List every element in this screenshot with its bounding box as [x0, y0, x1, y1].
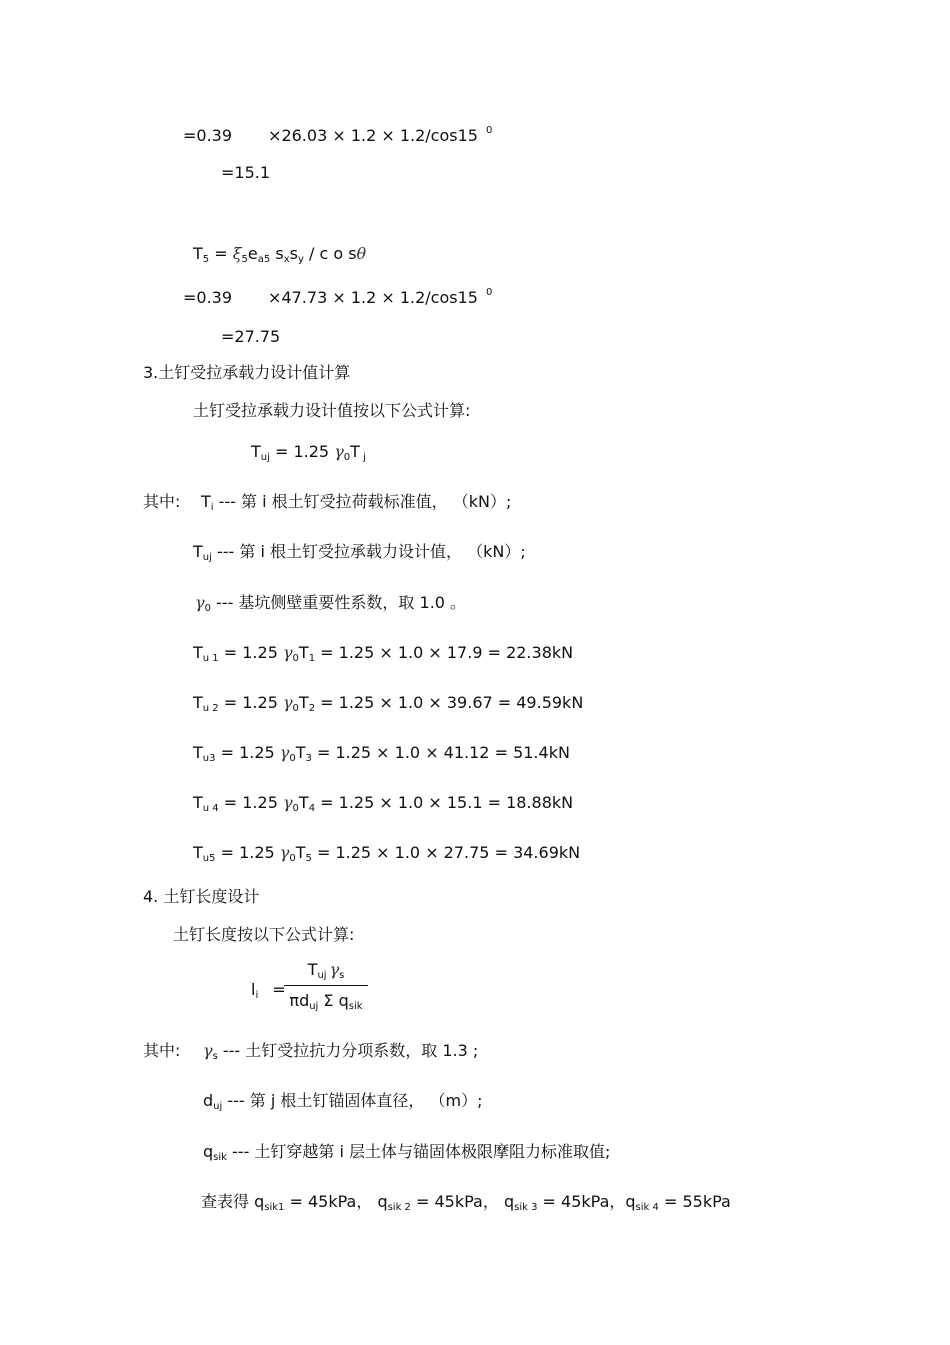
calc-t: T — [295, 743, 306, 762]
tj-sub: j — [359, 452, 366, 463]
def-gamma0 — [195, 593, 466, 613]
def-sub: i — [210, 502, 214, 513]
calc-tu3 — [193, 743, 570, 763]
lookup-prefix: 查表得 — [201, 1192, 255, 1211]
t5-calc-line — [183, 288, 492, 308]
def-sym: q — [203, 1142, 214, 1161]
calc-t: T — [295, 843, 306, 862]
calc-sub: u 1 — [202, 653, 219, 664]
pi-symbol: π — [289, 991, 300, 1010]
den-q-sub: sik — [348, 1001, 363, 1012]
def-text: --- 土钉穿越第 i 层土体与锚固体极限摩阻力标准取值; — [226, 1142, 611, 1161]
e-symbol: e — [247, 244, 258, 263]
def-tuj — [193, 542, 526, 562]
num-t: T — [307, 960, 318, 979]
q-sym: q — [377, 1192, 388, 1211]
calc-t-sub: 3 — [305, 753, 312, 764]
section3-formula — [251, 442, 366, 462]
q-sub: sik 4 — [635, 1202, 659, 1213]
def-text: --- 第 i 根土钉受拉承载力设计值， （kN）; — [211, 542, 526, 561]
calc-t: T — [298, 793, 309, 812]
calc-sym: T — [193, 643, 203, 662]
def-duj — [203, 1091, 482, 1111]
def-sub: sik — [213, 1152, 227, 1163]
cos-text: / c o s — [303, 244, 357, 263]
length-formula-fraction — [284, 958, 368, 1012]
calc-t: T — [298, 643, 309, 662]
gamma-symbol: γ — [203, 1041, 213, 1060]
calc-tu1 — [193, 643, 573, 663]
gamma-sub: 0 — [289, 853, 296, 864]
q-sub: sik 3 — [514, 1202, 538, 1213]
calc-sub: u3 — [202, 753, 216, 764]
calc-sub: u5 — [202, 853, 216, 864]
def-sub: s — [212, 1051, 218, 1062]
sx-sub: x — [283, 254, 290, 265]
q-sym: q — [625, 1192, 636, 1211]
t5-sym: T — [193, 244, 203, 263]
section3-intro: 土钉受拉承载力设计值按以下公式计算: — [193, 401, 471, 420]
gamma-symbol: γ — [282, 693, 293, 712]
t4-expr: ×26.03 × 1.2 × 1.2/cos15 — [268, 126, 478, 145]
def-sym: d — [203, 1091, 214, 1110]
t5-sym-sub: 5 — [202, 254, 210, 265]
def-text: --- 第 j 根土钉锚固体直径， （m）; — [222, 1091, 483, 1110]
calc-sym: T — [193, 793, 203, 812]
gamma-symbol: γ — [329, 960, 340, 979]
den-d-sub: uj — [309, 1001, 319, 1012]
num-t-sub: uj — [317, 970, 327, 981]
calc-tu2 — [193, 693, 583, 713]
calc-t: T — [298, 693, 309, 712]
t5-formula — [193, 244, 366, 264]
q-val: = 45kPa， — [284, 1192, 378, 1211]
q-sub: sik1 — [264, 1202, 285, 1213]
gamma-sub: 0 — [289, 753, 296, 764]
fraction-bar — [284, 985, 368, 986]
calc-coef: = 1.25 — [218, 643, 283, 662]
t5-coef: =0.39 — [183, 288, 233, 307]
t4-coef: =0.39 — [183, 126, 233, 145]
calc-sym: T — [193, 843, 203, 862]
tj-sym: T — [350, 442, 360, 461]
calc-t-sub: 5 — [305, 853, 312, 864]
calc-sub: u 2 — [202, 703, 219, 714]
section4-heading: 4. 土钉长度设计 — [143, 887, 260, 906]
t5-expr: ×47.73 × 1.2 × 1.2/cos15 — [268, 288, 478, 307]
fraction-denominator — [284, 990, 368, 1012]
tuj-sym: T — [251, 442, 261, 461]
section3-heading: 3.土钉受拉承载力设计值计算 — [143, 363, 351, 382]
def-gammas — [203, 1041, 478, 1061]
t4-degree: 0 — [485, 125, 493, 136]
calc-rhs: = 1.25 × 1.0 × 39.67 = 49.59kN — [315, 693, 584, 712]
q-val: = 45kPa， — [537, 1192, 626, 1211]
gamma-sub: 0 — [343, 452, 351, 463]
xi-symbol: ξ — [232, 244, 242, 263]
gamma-sub: 0 — [292, 653, 299, 664]
sx-symbol: s — [270, 244, 284, 263]
fraction-numerator — [284, 958, 368, 982]
def-text: --- 土钉受拉抗力分项系数，取 1.3 ; — [217, 1041, 479, 1060]
sy-sub: y — [297, 254, 304, 265]
calc-sub: u 4 — [202, 803, 219, 814]
t5-eq: = — [209, 244, 233, 263]
def-ti — [201, 492, 511, 512]
def-sym: T — [201, 492, 211, 511]
def-text: --- 基坑侧壁重要性系数，取 1.0 。 — [210, 593, 467, 612]
gamma-symbol: γ — [279, 743, 290, 762]
q-val: = 45kPa， — [410, 1192, 504, 1211]
l-sym: l — [251, 980, 256, 999]
section4-where-label: 其中: — [143, 1041, 181, 1060]
def-sym: T — [193, 542, 203, 561]
theta-symbol: θ — [356, 244, 367, 263]
def-sub: 0 — [204, 603, 211, 614]
sy-symbol: s — [289, 244, 298, 263]
num-gamma-sub: s — [339, 970, 345, 981]
formula-eq: = — [272, 980, 286, 999]
gamma-symbol: γ — [279, 843, 290, 862]
sigma-symbol: Σ — [318, 991, 339, 1010]
calc-rhs: = 1.25 × 1.0 × 27.75 = 34.69kN — [311, 843, 581, 862]
calc-t-sub: 4 — [308, 803, 316, 814]
gamma-symbol: γ — [282, 643, 293, 662]
calc-rhs: = 1.25 × 1.0 × 15.1 = 18.88kN — [315, 793, 574, 812]
xi-sub: 5 — [241, 254, 248, 265]
def-sub: uj — [213, 1101, 223, 1112]
section4-intro: 土钉长度按以下公式计算: — [173, 925, 355, 944]
calc-coef: = 1.25 — [218, 693, 283, 712]
calc-tu4 — [193, 793, 573, 813]
t4-result: =15.1 — [221, 163, 271, 182]
l-sub: i — [255, 990, 259, 1001]
tuj-sub: uj — [260, 452, 270, 463]
t4-calc-line — [183, 126, 492, 146]
q-sub: sik 2 — [387, 1202, 411, 1213]
calc-sym: T — [193, 693, 203, 712]
e-sub: a5 — [257, 254, 271, 265]
calc-rhs: = 1.25 × 1.0 × 17.9 = 22.38kN — [315, 643, 574, 662]
calc-sym: T — [193, 743, 203, 762]
t5-result: =27.75 — [221, 327, 281, 346]
calc-tu5 — [193, 843, 580, 863]
den-q: q — [338, 991, 349, 1010]
table-lookup-line — [201, 1192, 731, 1212]
def-sub: uj — [202, 552, 212, 563]
calc-rhs: = 1.25 × 1.0 × 41.12 = 51.4kN — [311, 743, 570, 762]
gamma-symbol: γ — [282, 793, 293, 812]
gamma-symbol: γ — [334, 442, 344, 461]
calc-coef: = 1.25 — [218, 793, 283, 812]
section3-where-label: 其中: — [143, 492, 181, 511]
def-qsik — [203, 1142, 610, 1162]
q-sym: q — [503, 1192, 515, 1211]
gamma-symbol: γ — [195, 593, 205, 612]
gamma-sub: 0 — [292, 803, 299, 814]
length-formula-lhs — [251, 980, 286, 1000]
gamma-sub: 0 — [292, 703, 299, 714]
q-val: = 55kPa — [658, 1192, 731, 1211]
t5-degree: 0 — [485, 287, 493, 298]
formula-coef: = 1.25 — [269, 442, 335, 461]
den-d: d — [299, 991, 310, 1010]
def-text: --- 第 i 根土钉受拉荷载标准值， （kN）; — [213, 492, 512, 511]
calc-coef: = 1.25 — [215, 743, 280, 762]
calc-t-sub: 1 — [308, 653, 316, 664]
calc-coef: = 1.25 — [215, 843, 280, 862]
q-sym: q — [254, 1192, 265, 1211]
calc-t-sub: 2 — [308, 703, 316, 714]
